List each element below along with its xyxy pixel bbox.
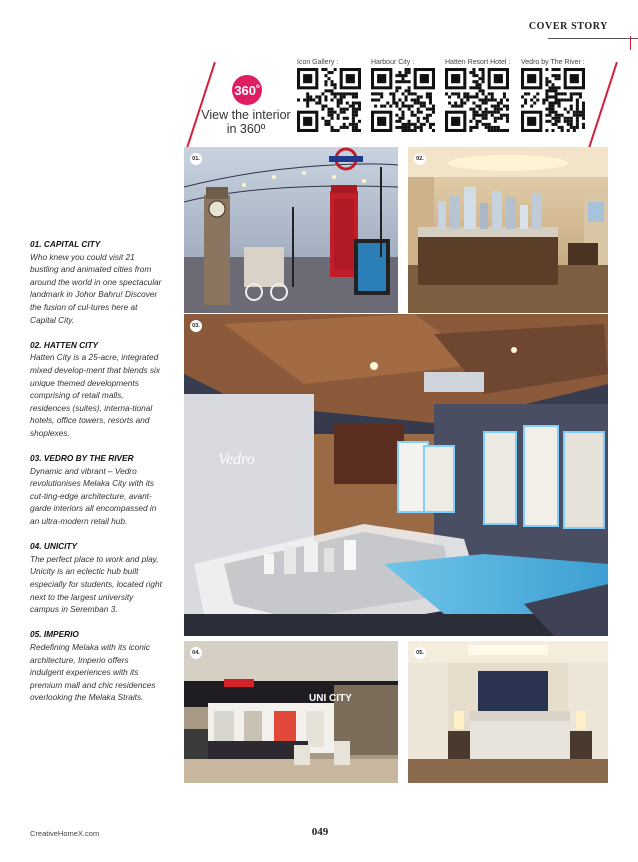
caption-title: 03. VEDRO BY THE RIVER xyxy=(30,453,134,464)
badge-360-sup: o xyxy=(256,84,260,90)
caption-imperio xyxy=(30,628,162,704)
view-360-text: View the interior in 360º xyxy=(201,108,291,136)
qr-label-vedro: Vedro by The River : xyxy=(521,59,585,66)
qr-label-icon-gallery: Icon Gallery : xyxy=(297,59,339,66)
qr-code-hatten-resort[interactable] xyxy=(445,68,509,132)
photo-number: 04. xyxy=(190,647,202,659)
unicity-sign: UNI CITY xyxy=(309,693,352,704)
badge-360-text: 360 xyxy=(234,82,257,98)
section-label: COVER STORY xyxy=(528,21,608,32)
qr-code-vedro[interactable] xyxy=(521,68,585,132)
header-rule xyxy=(548,38,638,39)
photo-number: 02. xyxy=(414,153,426,165)
caption-body: Who knew you could visit 21 bustling and animated cities from around the world in one spectacular landmark in Johor Bahru! Discover the fusion of cul-tures here at Capital City. xyxy=(30,251,162,325)
accent-slash-right xyxy=(588,62,618,148)
photo-capital-city xyxy=(184,147,398,313)
footer-website[interactable]: CreativeHomeX.com xyxy=(30,829,100,838)
caption-body: The perfect place to work and play, Unicity is an eclectic hub built especially for students, located right next to the largest university campus in Seremban 3. xyxy=(30,553,162,615)
photo-vedro xyxy=(184,314,608,636)
qr-label-harbour-city: Harbour City : xyxy=(371,59,415,66)
caption-body: Redefining Melaka with its iconic architecture, Imperio offers indulgent experiences with its premium mall and chic residences overlooking the Melaka Straits. xyxy=(30,642,156,703)
photo-hatten-city xyxy=(408,147,608,313)
photo-number: 03. xyxy=(190,320,202,332)
photo-number: 05. xyxy=(414,647,426,659)
caption-capital-city xyxy=(30,238,162,326)
page-number: 049 xyxy=(311,826,329,838)
qr-label-hatten-resort: Hatten Resort Hotel : xyxy=(445,59,511,66)
caption-title: 01. CAPITAL CITY xyxy=(30,239,101,249)
caption-body: Hatten City is a 25-acre, integrated mixed develop-ment that blends six unique themed developments comprising of retail malls, residences (suites), interna-tional hotels, office towers, resorts and shoplexes. xyxy=(30,352,161,438)
caption-title: 05. IMPERIO xyxy=(30,629,79,640)
caption-title: 04. UNICITY xyxy=(30,541,78,552)
caption-hatten-city xyxy=(30,339,162,440)
caption-sidebar xyxy=(30,238,162,717)
vedro-sign: Vedro xyxy=(218,451,255,468)
360-icon xyxy=(232,75,262,105)
qr-code-icon-gallery[interactable] xyxy=(297,68,361,132)
caption-unicity xyxy=(30,540,162,616)
caption-body: Dynamic and vibrant – Vedro revolutionises Melaka City with its cut-ting-edge architecture, avant-garde interiors all encompassed in an ultra-modern retail hub. xyxy=(30,465,157,527)
caption-vedro xyxy=(30,452,162,528)
qr-code-harbour-city[interactable] xyxy=(371,68,435,132)
header-accent xyxy=(630,36,631,50)
photo-unicity xyxy=(184,641,398,783)
photo-imperio xyxy=(408,641,608,783)
caption-title: 02. HATTEN CITY xyxy=(30,339,99,350)
photo-number: 01. xyxy=(190,153,202,165)
